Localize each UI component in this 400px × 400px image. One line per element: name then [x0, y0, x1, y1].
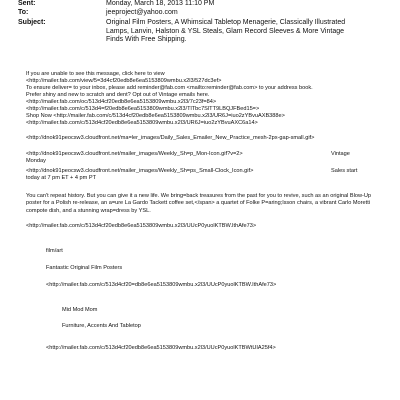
view-online-link[interactable]: If you are unable to see this message, click here to view	[26, 71, 165, 77]
intro-paragraph-url[interactable]: <http://mailer.fab.com/c/513d4cf20edb8e6ea5153809wmbu.x2l3/UUcP0yuolKTBW.IthAfe73>	[26, 223, 257, 229]
monday-icon-url: <http://dnok91peocsw3.cloudfront.net/mailer_images/Weekly_Sh=p_Mon-Icon.gif?v=2>	[26, 151, 243, 157]
subject-label: Subject:	[18, 19, 46, 26]
section-furniture-url[interactable]: <http://mailer.fab.com/c/513d4cf20edb8e6ea5153809wmbu.x2l3/UUcP0yuolKTBWtUIA25f4>	[46, 345, 276, 351]
clock-icon-url: <http://dnok91peocsw3.cloudfront.net/mailer_images/Weekly_Sh=ps_Small-Clock_Icon.gif>	[26, 168, 254, 174]
add-address-note: To ensure deliver= to your inbox, please add reminder@fab.com <mailto:reminder@fab.com> to your address book.	[26, 85, 313, 91]
sent-value: Monday, March 18, 2013 11:10 PM	[106, 0, 215, 7]
to-value: jeeproject@yahoo.com	[106, 9, 178, 16]
sent-label: Sent:	[18, 0, 36, 7]
sales-start-note: Sales start	[331, 168, 358, 174]
opt-out-url[interactable]: <http://mailer.fab.com/oc/513d4cf20edb8e6ea5153809wmbu.x2l3/7c23f=84>	[26, 99, 217, 105]
sales-time-note: today at 7 pm ET + 4 pm PT	[26, 175, 97, 181]
opt-out-note[interactable]: Prefer shiny and new to scratch and dent? Opt out of Vintage emails here.	[26, 92, 210, 98]
section-film-title[interactable]: Fantastic Original Film Posters	[46, 265, 123, 271]
subject-row	[18, 19, 390, 45]
shop-now-url[interactable]: <http://mailer.fab.com/c/513d4cf20edb8e6ea5153809wmbu.x2l3/UR6J=iuo2zYBvuAXC6a14>	[26, 120, 258, 126]
section-film-url[interactable]: <http://mailer.fab.com/c/513d4cf20=db8e6ea5153809wmbu.x2l3/UUcP0yuolKTBW.IthAfe73>	[46, 282, 277, 288]
intro-paragraph: You can't repeat history. But you can give it a new life. We bring=back treasures from the past for you to revive, such as an original Blow-Up poster for a Polish re-release, an a=ure La Gardo Tackett coffee set,</span> a quartet of Folke P=aring;lsson chairs, a vibrant Carlo Moretti compote dish, and a stunning wrap=dress by YSL.	[26, 193, 372, 214]
view-online-url[interactable]: <http://mailer.fab.com/view/5=3d4cf20edb8e6ea5153809wmbu.x2l3/527dc3ef>	[26, 78, 222, 84]
subject-value: Original Film Posters, A Whimsical Tabletop Menagerie, Classically Illustrated Lamps, Lanvin, Halston & YSL Steals, Glam Record Sleeves & More Vintage Finds With Free Shipping.	[106, 19, 346, 44]
mesh-image-url: <http://dnok91peocsw3.cloudfront.net/ma=ler_images/Daily_Sales_Emailer_New_Practice_mesh-2px-gap-small.gif>	[26, 135, 315, 141]
section-furniture[interactable]: Furniture, Accents And Tabletop	[62, 323, 141, 329]
section-film-art: film/art	[46, 248, 63, 254]
to-label: To:	[18, 9, 29, 16]
section-mod-mom: Mid Mod Mom	[62, 307, 98, 313]
tracking-url[interactable]: <http://mailer.fab.com/c/513d4=f20edb8e6ea5153809wmbu.x2l3/TlTbc7SlTT9LBQJFBed15=>	[26, 106, 260, 112]
shop-now-link[interactable]: Shop Now <http://mailer.fab.com/c/513d4cf20edb8e6ea5153809wmbu.x2l3/UR6J=iuo2zYBvuAXB388e>	[26, 113, 285, 119]
vintage-note: Vintage	[331, 151, 350, 157]
monday-note: Monday	[26, 158, 46, 164]
